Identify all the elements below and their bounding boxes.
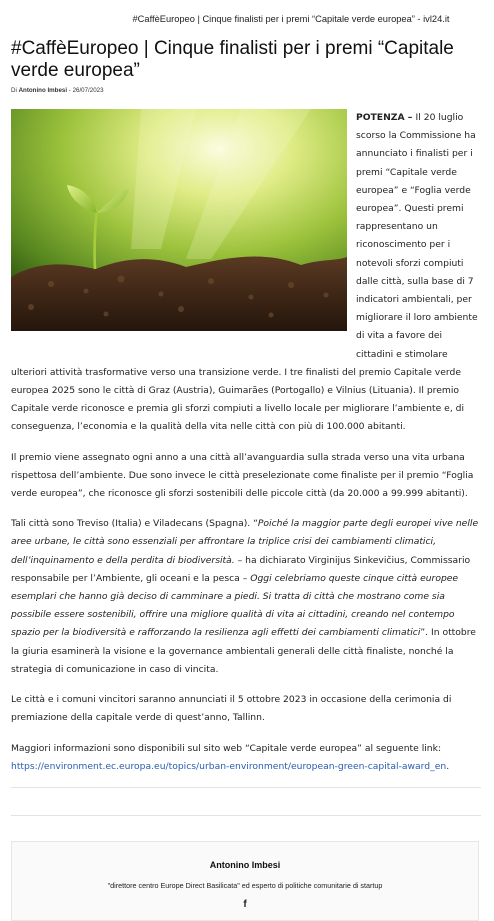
p5-a: Maggiori informazioni sono disponibili sul sito web: [11, 742, 246, 754]
p2-a: Il premio viene assegnato ogni anno a una città all’avanguardia sulla strada verso una vita urbana rispettosa dell’ambiente. Due sono invece le città preselezionate come finaliste per il premio: [11, 451, 465, 481]
p5-site: “Capitale verde europea”: [245, 742, 362, 754]
p3-b: – ha dichiarato Virginijus Sinkevičius, Commissario responsabile per l’Ambiente, gli oceani e la pesca –: [11, 554, 471, 584]
divider-1: [11, 787, 481, 788]
p2-b: , che riconosce gli sforzi sostenibili delle piccole città (da 20.000 a 99.999 abitanti).: [82, 488, 468, 500]
p1-and: e: [398, 184, 411, 196]
facebook-icon[interactable]: f: [243, 899, 247, 910]
author-box: [11, 841, 479, 921]
p1-prize-1: “Capitale verde europea”: [356, 166, 457, 196]
paragraph-3: [11, 515, 481, 679]
p1-text: Il 20 luglio scorso la Commissione ha annunciato i finalisti per i premi: [356, 112, 476, 178]
byline-date: 26/07/2023: [72, 87, 104, 94]
paragraph-5: [11, 740, 481, 776]
article-title: #CaffèEuropeo | Cinque finalisti per i premi “Capitale verde europea”: [11, 38, 454, 81]
byline-prefix: Di: [11, 87, 17, 94]
p5-end: .: [446, 760, 450, 772]
external-link[interactable]: https://environment.ec.europa.eu/topics/urban-environment/european-green-capital-award_en: [11, 760, 447, 772]
author-name[interactable]: Antonino Imbesi: [209, 860, 281, 870]
byline-author-link[interactable]: Antonino Imbesi: [18, 87, 68, 94]
p3-quote-2: Oggi celebriamo queste cinque città europee esemplari che hanno già deciso di camminare a piedi. Si tratta di città che mostrano come sia possibile essere sostenibili, offrire una migliore qualità di vita ai cittadini, creando nel contempo spazio per la biodiversità e rafforzando la resilienza agli effetti dei cambiamenti climatici: [11, 572, 459, 639]
p3-quote-1: Poiché la maggior parte degli europei vive nelle aree urbane, le città sono essenziali per affrontare la triplice crisi dei cambiamenti climatici, dell’inquinamento e della perdita di biodiversità.: [11, 518, 479, 566]
p3-a: Tali città sono Treviso (Italia) e Viladecans (Spagna). “: [11, 518, 258, 530]
image-spacer: [11, 109, 356, 354]
dateline: POTENZA –: [356, 112, 416, 123]
divider-2: [11, 815, 481, 816]
article-body: [11, 109, 481, 788]
p5-b: al seguente link:: [361, 742, 442, 754]
paragraph-4: Le città e i comuni vincitori saranno annunciati il 5 ottobre 2023 in occasione della cerimonia di premiazione della capitale verde di quest’anno, Tallinn.: [11, 694, 452, 724]
author-bio: "direttore centro Europe Direct Basilicata" ed esperto di politiche comunitarie di startup: [107, 881, 383, 890]
site-title: #CaffèEuropeo | Cinque finalisti per i premi “Capitale verde europea” - ivl24.it: [132, 14, 450, 24]
p3-c: ”. In ottobre la giuria esaminerà la visione e la governance ambientali generali delle città finaliste, nonché la strategia di comunicazione in caso di vincita.: [11, 627, 476, 675]
byline: [11, 87, 104, 94]
p1-rest: . Questi premi rappresentano un riconoscimento per i notevoli sforzi compiuti dalle città, sulla base di 7 indicatori ambientali, per migliorare il loro ambiente di vita a favore dei cittadini e stimolare ulteriori attività trasformative verso una transizione verde. I tre finalisti del premio Capitale verde europea 2025 sono le città di Graz (Austria), Guimarães (Portogallo) e Vilnius (Lituania). Il premio Capitale verde riconosce e premia gli sforzi compiuti a livello locale per migliorare l’ambiente e, di conseguenza, l’economia e la qualità della vita nelle città con più di 100.000 abitanti.: [11, 203, 478, 433]
byline-separator: -: [68, 87, 71, 94]
p1-prize-2: “Foglia verde europea”: [356, 184, 471, 215]
site-title-bar: [0, 14, 494, 24]
paragraph-2: [11, 449, 481, 504]
p2-prize: “Foglia verde europea”: [11, 469, 474, 500]
